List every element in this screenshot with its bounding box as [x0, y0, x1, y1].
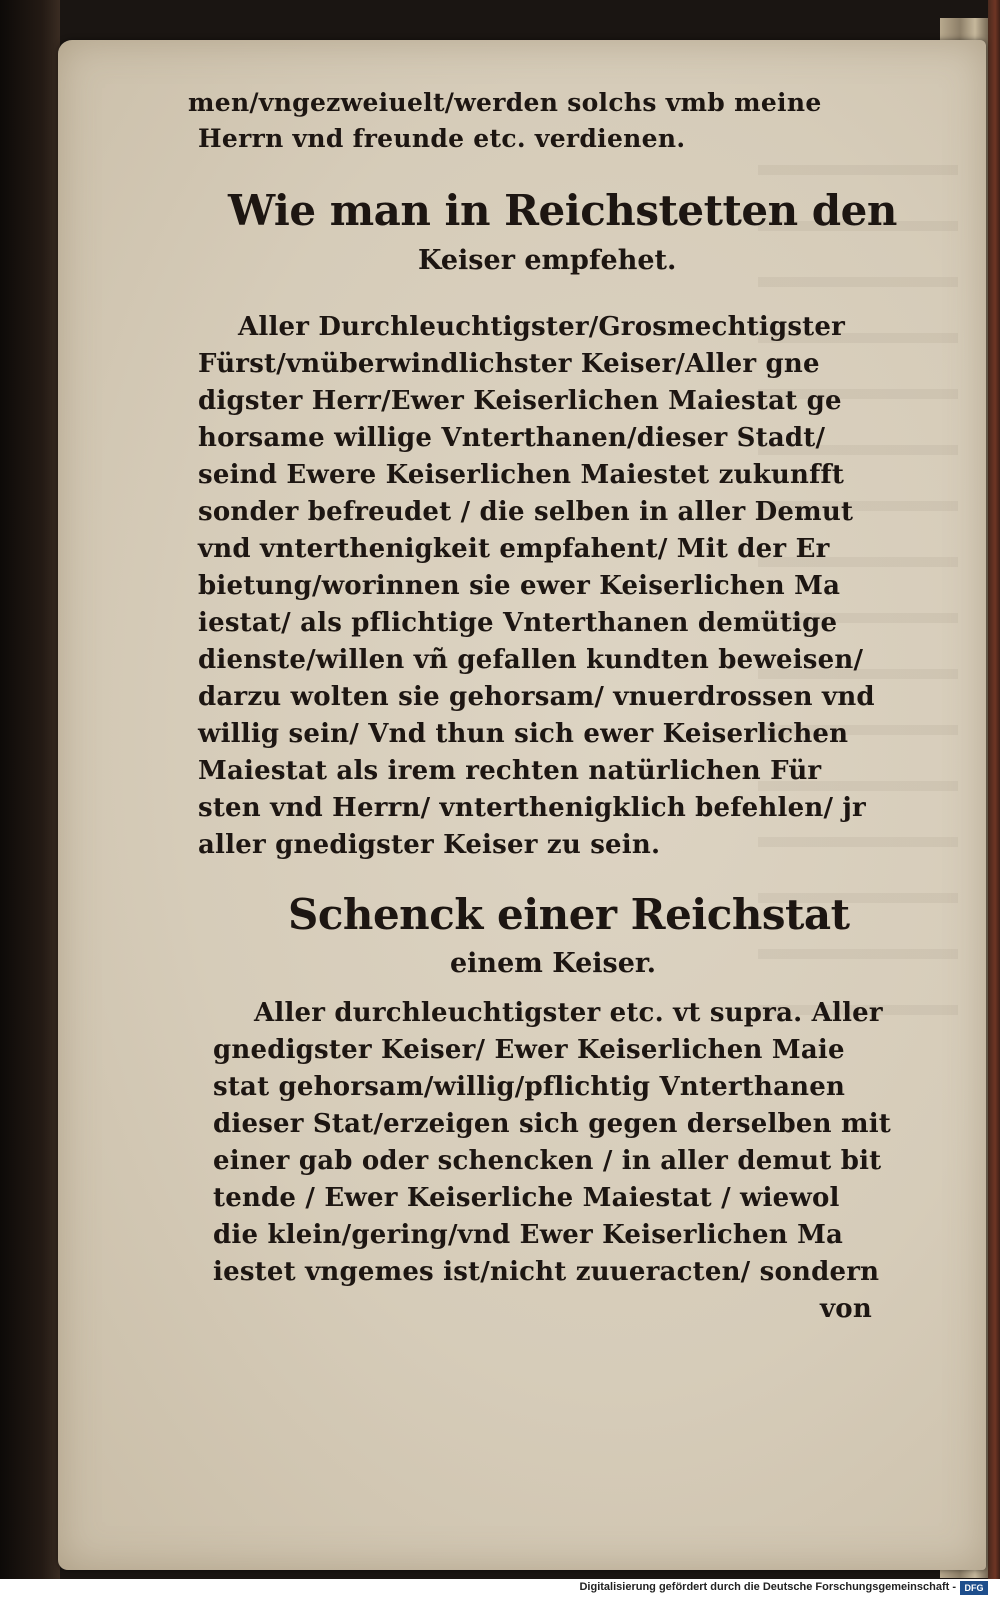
- section1-line: Aller Durchleuchtigster/Grosmechtigster: [238, 312, 846, 342]
- section1-line: iestat/ als pflichtige Vnterthanen demütige: [198, 608, 838, 638]
- section1-line: Fürst/vnüberwindlichster Keiser/Aller gne: [198, 349, 820, 379]
- section2-line: dieser Stat/erzeigen sich gegen derselben mit: [213, 1109, 892, 1139]
- section1-line: sonder befreudet / die selben in aller Demut: [198, 497, 854, 527]
- book-page: [58, 40, 986, 1570]
- section2-line: gnedigster Keiser/ Ewer Keiserlichen Maie: [213, 1035, 845, 1065]
- footer-credit: Digitalisierung gefördert durch die Deutsche Forschungsgemeinschaft -: [579, 1581, 956, 1593]
- book-spine: [988, 0, 1000, 1580]
- section2-line: stat gehorsam/willig/pflichtig Vnterthanen: [213, 1072, 846, 1102]
- section2-heading: Schenck einer Reichstat: [288, 890, 850, 939]
- section1-line: vnd vnterthenigkeit empfahent/ Mit der Er: [198, 534, 830, 564]
- section2-subheading: einem Keiser.: [450, 948, 657, 979]
- section1-line: aller gnedigster Keiser zu sein.: [198, 830, 661, 860]
- section1-line: digster Herr/Ewer Keiserlichen Maiestat ge: [198, 386, 842, 416]
- section1-line: seind Ewere Keiserlichen Maiestet zukunfft: [198, 460, 845, 490]
- section2-line: iestet vngemes ist/nicht zuueracten/ sondern: [213, 1257, 880, 1287]
- left-book-shadow: [0, 0, 60, 1580]
- dfg-logo: DFG: [960, 1581, 988, 1595]
- section1-line: dienste/willen vñ gefallen kundten beweisen/: [198, 645, 864, 675]
- section1-heading: Wie man in Reichstetten den: [228, 186, 897, 235]
- top-line-1: men/vngezweiuelt/werden solchs vmb meine: [188, 88, 822, 117]
- section2-line: tende / Ewer Keiserliche Maiestat / wiewol: [213, 1183, 840, 1213]
- top-line-2: Herrn vnd freunde etc. verdienen.: [198, 124, 686, 153]
- section1-line: willig sein/ Vnd thun sich ewer Keiserlichen: [198, 719, 849, 749]
- section1-line: bietung/worinnen sie ewer Keiserlichen Ma: [198, 571, 841, 601]
- section1-subheading: Keiser empfehet.: [418, 245, 677, 276]
- section1-line: sten vnd Herrn/ vnterthenigklich befehlen/ jr: [198, 793, 866, 823]
- section2-line: einer gab oder schencken / in aller demut bit: [213, 1146, 882, 1176]
- catchword: von: [820, 1294, 872, 1324]
- section1-line: darzu wolten sie gehorsam/ vnuerdrossen vnd: [198, 682, 875, 712]
- digitization-footer: [0, 1579, 1000, 1599]
- section2-line: die klein/gering/vnd Ewer Keiserlichen Ma: [213, 1220, 844, 1250]
- section1-line: horsame willige Vnterthanen/dieser Stadt/: [198, 423, 826, 453]
- section1-line: Maiestat als irem rechten natürlichen Für: [198, 756, 822, 786]
- section2-line: Aller durchleuchtigster etc. vt supra. Aller: [254, 998, 883, 1028]
